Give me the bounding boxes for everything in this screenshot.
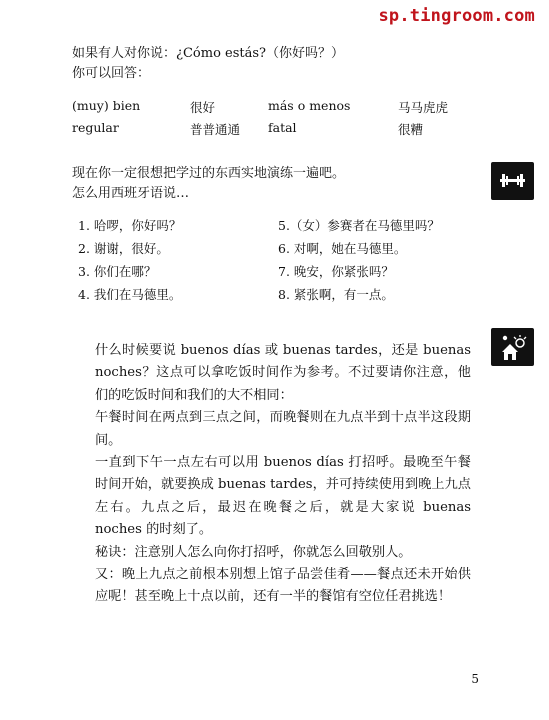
phrase-row [78,216,478,239]
intro [72,44,344,84]
tip-paragraph: 秘诀：注意别人怎么向你打招呼，你就怎么回敬别人。 [95,544,412,560]
vocab-translation: 很糟 [398,122,424,137]
phrase-item: 1. 哈啰，你好吗？ [78,218,182,233]
tip-paragraph: 又：晚上九点之前根本别想上馆子品尝佳肴——餐点还未开始供应呢！甚至晚上十点以前，还有一半的餐馆有空位任君挑选！ [95,567,471,605]
phrase-item: 6. 对啊，她在马德里。 [278,241,407,256]
vocab-translation: 普普通通 [190,122,241,137]
phrase-item: 7. 晚安，你紧张吗？ [278,264,394,279]
page-number: 5 [471,672,479,686]
intro-line-2: 你可以回答： [72,66,151,81]
tip-tab [491,328,534,366]
tip-paragraph: 一直到下午一点左右可以用 buenos días 打招呼。最晚至午餐时间开始，就要换成 buenas tardes，并可持续使用到晚上九点左右。九点之后，最迟在晚餐之后，就是大家说 buenas noches 的时刻了。 [95,455,471,538]
phrase-list [78,216,478,308]
exercise-tab [491,162,534,200]
vocab-row [72,120,472,142]
dumbbell-icon [491,162,534,200]
tip-text [95,340,471,609]
phrase-item: 3. 你们在哪？ [78,264,157,279]
phrase-item: 2. 谢谢，很好。 [78,241,169,256]
phrase-item: 8. 紧张啊，有一点。 [278,287,394,302]
practice-line-1: 现在你一定很想把学过的东西实地演练一遍吧。 [72,166,346,181]
vocab-term: regular [72,120,119,135]
phrase-item: 4. 我们在马德里。 [78,287,182,302]
phrase-item: 5.（女）参赛者在马德里吗？ [278,218,440,233]
vocab-term: más o menos [268,98,351,113]
phrase-row [78,285,478,308]
vocab-table [72,98,472,142]
vocab-term: fatal [268,120,297,135]
intro-line-1: 如果有人对你说：¿Cómo estás?（你好吗？） [72,46,345,61]
vocab-term: (muy) bien [72,98,141,113]
tip-icon [491,328,534,366]
watermark: sp.tingroom.com [378,6,535,26]
phrase-row [78,262,478,285]
practice-intro [72,164,345,204]
phrase-row [78,239,478,262]
tip-paragraph: 午餐时间在两点到三点之间，而晚餐则在九点半到十点半这段期间。 [95,410,471,448]
vocab-row [72,98,472,120]
tip-paragraph: 什么时候要说 buenos días 或 buenas tardes，还是 buenas noches？这点可以拿吃饭时间作为参考。不过要请你注意，他们的吃饭时间和我们的大不相同： [95,343,471,403]
practice-line-2: 怎么用西班牙语说… [72,186,190,201]
vocab-translation: 马马虎虎 [398,100,449,115]
vocab-translation: 很好 [190,100,216,115]
